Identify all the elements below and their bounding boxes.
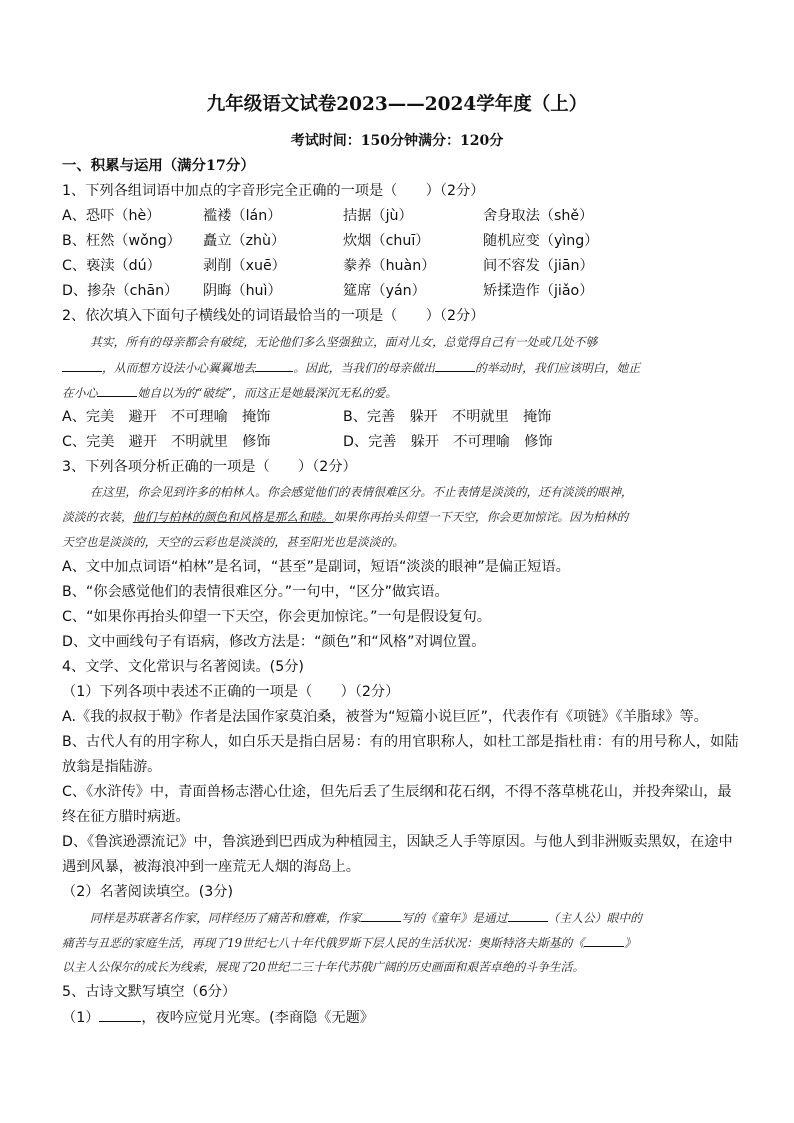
q1-a-3: 拮据（jù） — [343, 208, 413, 224]
q4-sub2: （2）名著阅读填空。(3分) — [62, 884, 233, 900]
q1-a-1: A、恐吓（hè） — [62, 208, 161, 224]
q3-passage-line: 淡淡的衣装，他们与柏林的颜色和风格是那么和睦。如果你再抬头仰望一下天空，你会更加惊诧。因为柏林的 — [62, 510, 629, 524]
q2-option-c: C、完美 避开 不明就里 修饰 — [62, 434, 271, 450]
q2-option-b: B、完善 躲开 不明就里 掩饰 — [343, 409, 552, 425]
q1-c-2: 剥削（xuē） — [203, 258, 286, 274]
fill-blank[interactable] — [435, 358, 475, 372]
fill-blank[interactable] — [508, 908, 548, 922]
q2-option-d: D、完善 躲开 不可理喻 修饰 — [343, 434, 553, 450]
q4-option-d-cont: 遇到风暴，被海浪冲到一座荒无人烟的海岛上。 — [62, 859, 360, 875]
q5-stem: 5、古诗文默写填空（6分） — [62, 984, 237, 1000]
q3-option-d: D、文中画线句子有语病，修改方法是：“颜色”和“风格”对调位置。 — [62, 634, 486, 650]
q1-c-4: 间不容发（jiān） — [483, 258, 594, 274]
section-heading: 一、积累与运用（满分17分） — [62, 157, 255, 174]
q1-a-2: 褴褛（lán） — [203, 208, 282, 224]
q1-c-3: 豢养（huàn） — [343, 258, 436, 274]
q4-option-c-cont: 终在征方腊时病逝。 — [62, 809, 190, 825]
q2-passage-line: 在小心 她自以为的“破绽”，而这正是她最深沉无私的爱。 — [62, 383, 397, 402]
q1-a-4: 舍身取法（shě） — [483, 208, 594, 224]
fill-blank[interactable] — [62, 358, 102, 372]
q2-stem: 2、依次填入下面句子横线处的词语最恰当的一项是（ ）（2分） — [62, 308, 485, 324]
q4-passage-line: 同样是苏联著名作家，同样经历了痛苦和磨难，作家 写的《童年》是通过 （主人公）眼中的 — [90, 908, 642, 927]
fill-blank[interactable] — [97, 383, 137, 397]
q1-b-4: 随机应变（yìng） — [483, 233, 599, 249]
fill-blank[interactable] — [255, 358, 293, 372]
underlined-sentence: 他们与柏林的颜色和风格是那么和睦。 — [132, 510, 334, 524]
page-title: 九年级语文试卷2023——2024学年度（上） — [206, 94, 588, 115]
q5-item-1: （1） ，夜吟应觉月光寒。(李商隐《无题》 — [62, 1010, 374, 1026]
exam-info: 考试时间：150分钟满分：120分 — [290, 133, 504, 149]
fill-blank[interactable] — [584, 933, 624, 947]
q3-passage-line: 天空也是淡淡的，天空的云彩也是淡淡的，甚至阳光也是淡淡的。 — [62, 535, 405, 549]
q3-stem: 3、下列各项分析正确的一项是（ ）（2分） — [62, 459, 357, 475]
q4-option-d: D、《鲁滨逊漂流记》中，鲁滨逊到巴西成为种植园主，因缺乏人手等原因。与他人到非洲贩卖黑奴，在途中 — [62, 834, 733, 850]
q4-option-c: C、《水浒传》中，青面兽杨志潜心仕途，但先后丢了生辰纲和花石纲，不得不落草桃花山，并投奔梁山，最 — [62, 784, 732, 800]
q4-passage-line: 以主人公保尔的成长为线索，展现了20世纪二三十年代苏俄广阔的历史画面和艰苦卓绝的斗争生活。 — [62, 960, 585, 974]
q2-option-a: A、完美 避开 不可理喻 掩饰 — [62, 409, 271, 425]
q1-d-4: 矫揉造作（jiǎo） — [483, 283, 594, 299]
q4-option-b: B、古代人有的用字称人，如白乐天是指白居易：有的用官职称人，如杜工部是指杜甫：有的用号称人，如陆 — [62, 734, 739, 750]
q1-b-1: B、枉然（wǒng） — [62, 233, 181, 249]
q1-b-2: 矗立（zhù） — [203, 233, 286, 249]
q3-option-b: B、“你会感觉他们的表情很难区分。”一句中，“区分”做宾语。 — [62, 584, 449, 600]
fill-blank[interactable] — [361, 908, 401, 922]
q2-passage-line: ，从而想方设法小心翼翼地去 。因此，当我们的母亲做出 的举动时，我们应该明白，她正 — [62, 358, 640, 377]
q1-c-1: C、亵渎（dú） — [62, 258, 161, 274]
q1-d-1: D、掺杂（chān） — [62, 283, 179, 299]
q1-b-3: 炊烟（chuī） — [343, 233, 430, 249]
q4-stem: 4、文学、文化常识与名著阅读。(5分) — [62, 659, 304, 675]
q1-d-2: 阴晦（huì） — [203, 283, 282, 299]
q4-sub1: （1）下列各项中表述不正确的一项是（ ）（2分） — [62, 684, 400, 700]
q1-stem: 1、下列各组词语中加点的字音形完全正确的一项是（ ）（2分） — [62, 183, 485, 199]
q3-passage-line: 在这里，你会见到许多的柏林人。你会感觉他们的表情很难区分。不止表情是淡淡的，还有淡淡的眼神， — [90, 485, 633, 499]
fill-blank[interactable] — [99, 1008, 141, 1022]
q4-option-b-cont: 放翁是指陆游。 — [62, 759, 162, 775]
q3-option-a: A、文中加点词语“柏林”是名词，“甚至”是副词，短语“淡淡的眼神”是偏正短语。 — [62, 559, 570, 575]
q3-option-c: C、“如果你再抬头仰望一下天空，你会更加惊诧。”一句是假设复句。 — [62, 609, 491, 625]
q2-passage-line: 其实，所有的母亲都会有破绽，无论他们多么坚强独立，面对儿女，总觉得自己有一处或几处不够 — [90, 335, 598, 349]
q4-passage-line: 痛苦与丑恶的家庭生活，再现了19世纪七八十年代俄罗斯下层人民的生活状况：奥斯特洛夫斯基的《 》 — [62, 933, 636, 952]
q1-d-3: 筵席（yán） — [343, 283, 426, 299]
q4-option-a: A.《我的叔叔于勒》作者是法国作家莫泊桑，被誉为“短篇小说巨匠”，代表作有《项链》《羊脂球》等。 — [62, 709, 708, 725]
